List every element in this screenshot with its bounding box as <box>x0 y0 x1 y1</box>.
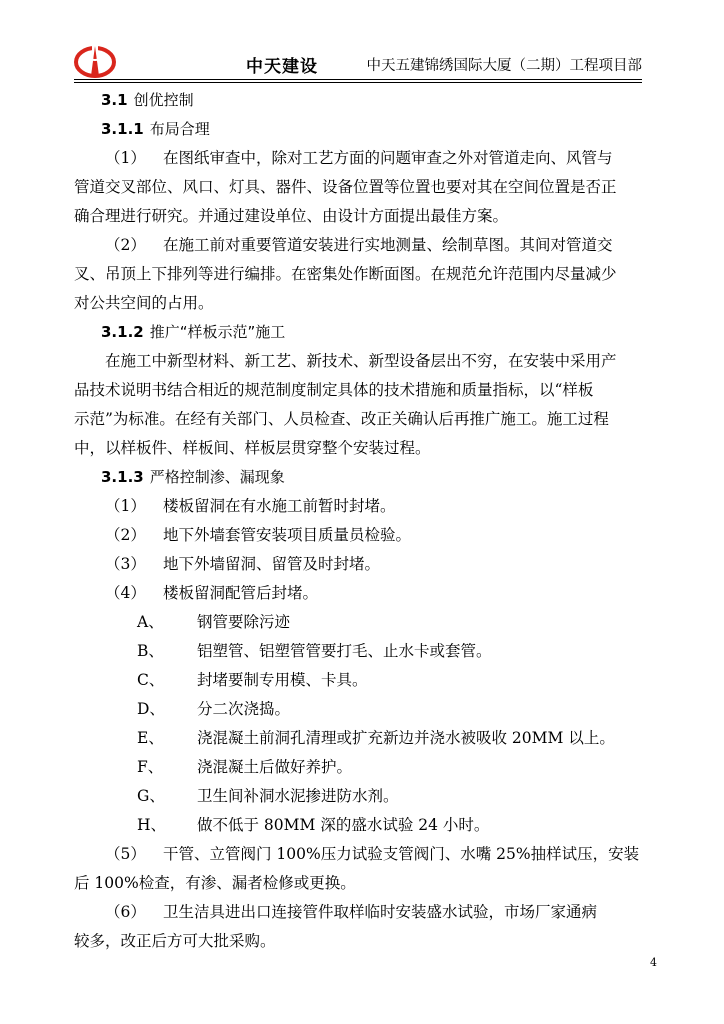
paragraph-6-line-1: （6） 卫生洁具进出口连接管件取样临时安装盛水试验，市场厂家通病 <box>105 903 598 921</box>
heading-3-1-3: 3.1.3 严格控制渗、漏现象 <box>101 468 285 486</box>
list-item: （2） 地下外墙套管安装项目质量员检验。 <box>105 526 412 544</box>
paragraph-3-line-1: 在施工中新型材料、新工艺、新技术、新型设备层出不穷，在安装中采用产 <box>105 352 617 370</box>
paragraph-3-line-2: 品技术说明书结合相近的规范制度制定具体的技术措施和质量指标，以“样板 <box>74 381 594 399</box>
paragraph-6-line-2: 较多，改正后方可大批采购。 <box>74 932 276 950</box>
page-number: 4 <box>650 956 657 969</box>
heading-3-1-2: 3.1.2 推广“样板示范”施工 <box>101 323 286 341</box>
paragraph-5-line-1: （5） 干管、立管阀门 100%压力试验支管阀门、水嘴 25%抽样试压，安装 <box>105 845 640 863</box>
paragraph-5-line-2: 后 100%检查，有渗、漏者检修或更换。 <box>74 874 356 892</box>
sub-list-item: F、 浇混凝土后做好养护。 <box>137 758 353 776</box>
paragraph-3-line-4: 中，以样板件、样板间、样板层贯穿整个安装过程。 <box>74 439 431 457</box>
list-item: （1） 楼板留洞在有水施工前暂时封堵。 <box>105 497 396 515</box>
sub-list-item: E、 浇混凝土前洞孔清理或扩充新边并浇水被吸收 20MM 以上。 <box>137 729 615 747</box>
sub-list-item: G、 卫生间补洞水泥掺进防水剂。 <box>137 787 399 805</box>
sub-list-item: C、 封堵要制专用模、卡具。 <box>137 671 368 689</box>
sub-list-item: D、 分二次浇捣。 <box>137 700 291 718</box>
paragraph-3-line-3: 示范”为标准。在经有关部门、人员检查、改正关确认后再推广施工。施工过程 <box>74 410 609 428</box>
heading-3-1-1: 3.1.1 布局合理 <box>101 120 210 138</box>
sub-list-item: H、 做不低于 80MM 深的盛水试验 24 小时。 <box>137 816 490 834</box>
page-header <box>74 40 642 82</box>
project-name: 中天五建锦绣国际大厦（二期）工程项目部 <box>366 58 642 74</box>
sub-list-item: A、 钢管要除污迹 <box>137 613 291 631</box>
sub-list-item: B、 铝塑管、铝塑管管要打毛、止水卡或套管。 <box>137 642 492 660</box>
paragraph-1-line-3: 确合理进行研究。并通过建设单位、由设计方面提出最佳方案。 <box>74 207 509 225</box>
paragraph-2-line-1: （2） 在施工前对重要管道安装进行实地测量、绘制草图。其间对管道交 <box>105 236 613 254</box>
paragraph-1-line-2: 管道交叉部位、风口、灯具、器件、设备位置等位置也要对其在空间位置是否正 <box>74 178 617 196</box>
paragraph-1-line-1: （1） 在图纸审查中，除对工艺方面的问题审查之外对管道走向、风管与 <box>105 149 613 167</box>
header-rule-thin <box>74 82 642 83</box>
heading-3-1: 3.1 创优控制 <box>101 91 194 109</box>
company-logo-icon <box>74 42 116 78</box>
list-item: （4） 楼板留洞配管后封堵。 <box>105 584 319 602</box>
list-item: （3） 地下外墙留洞、留管及时封堵。 <box>105 555 381 573</box>
header-rule <box>74 79 642 80</box>
paragraph-2-line-2: 叉、吊顶上下排列等进行编排。在密集处作断面图。在规范允许范围内尽量减少 <box>74 265 617 283</box>
company-name: 中天建设 <box>246 57 318 77</box>
paragraph-2-line-3: 对公共空间的占用。 <box>74 294 214 312</box>
